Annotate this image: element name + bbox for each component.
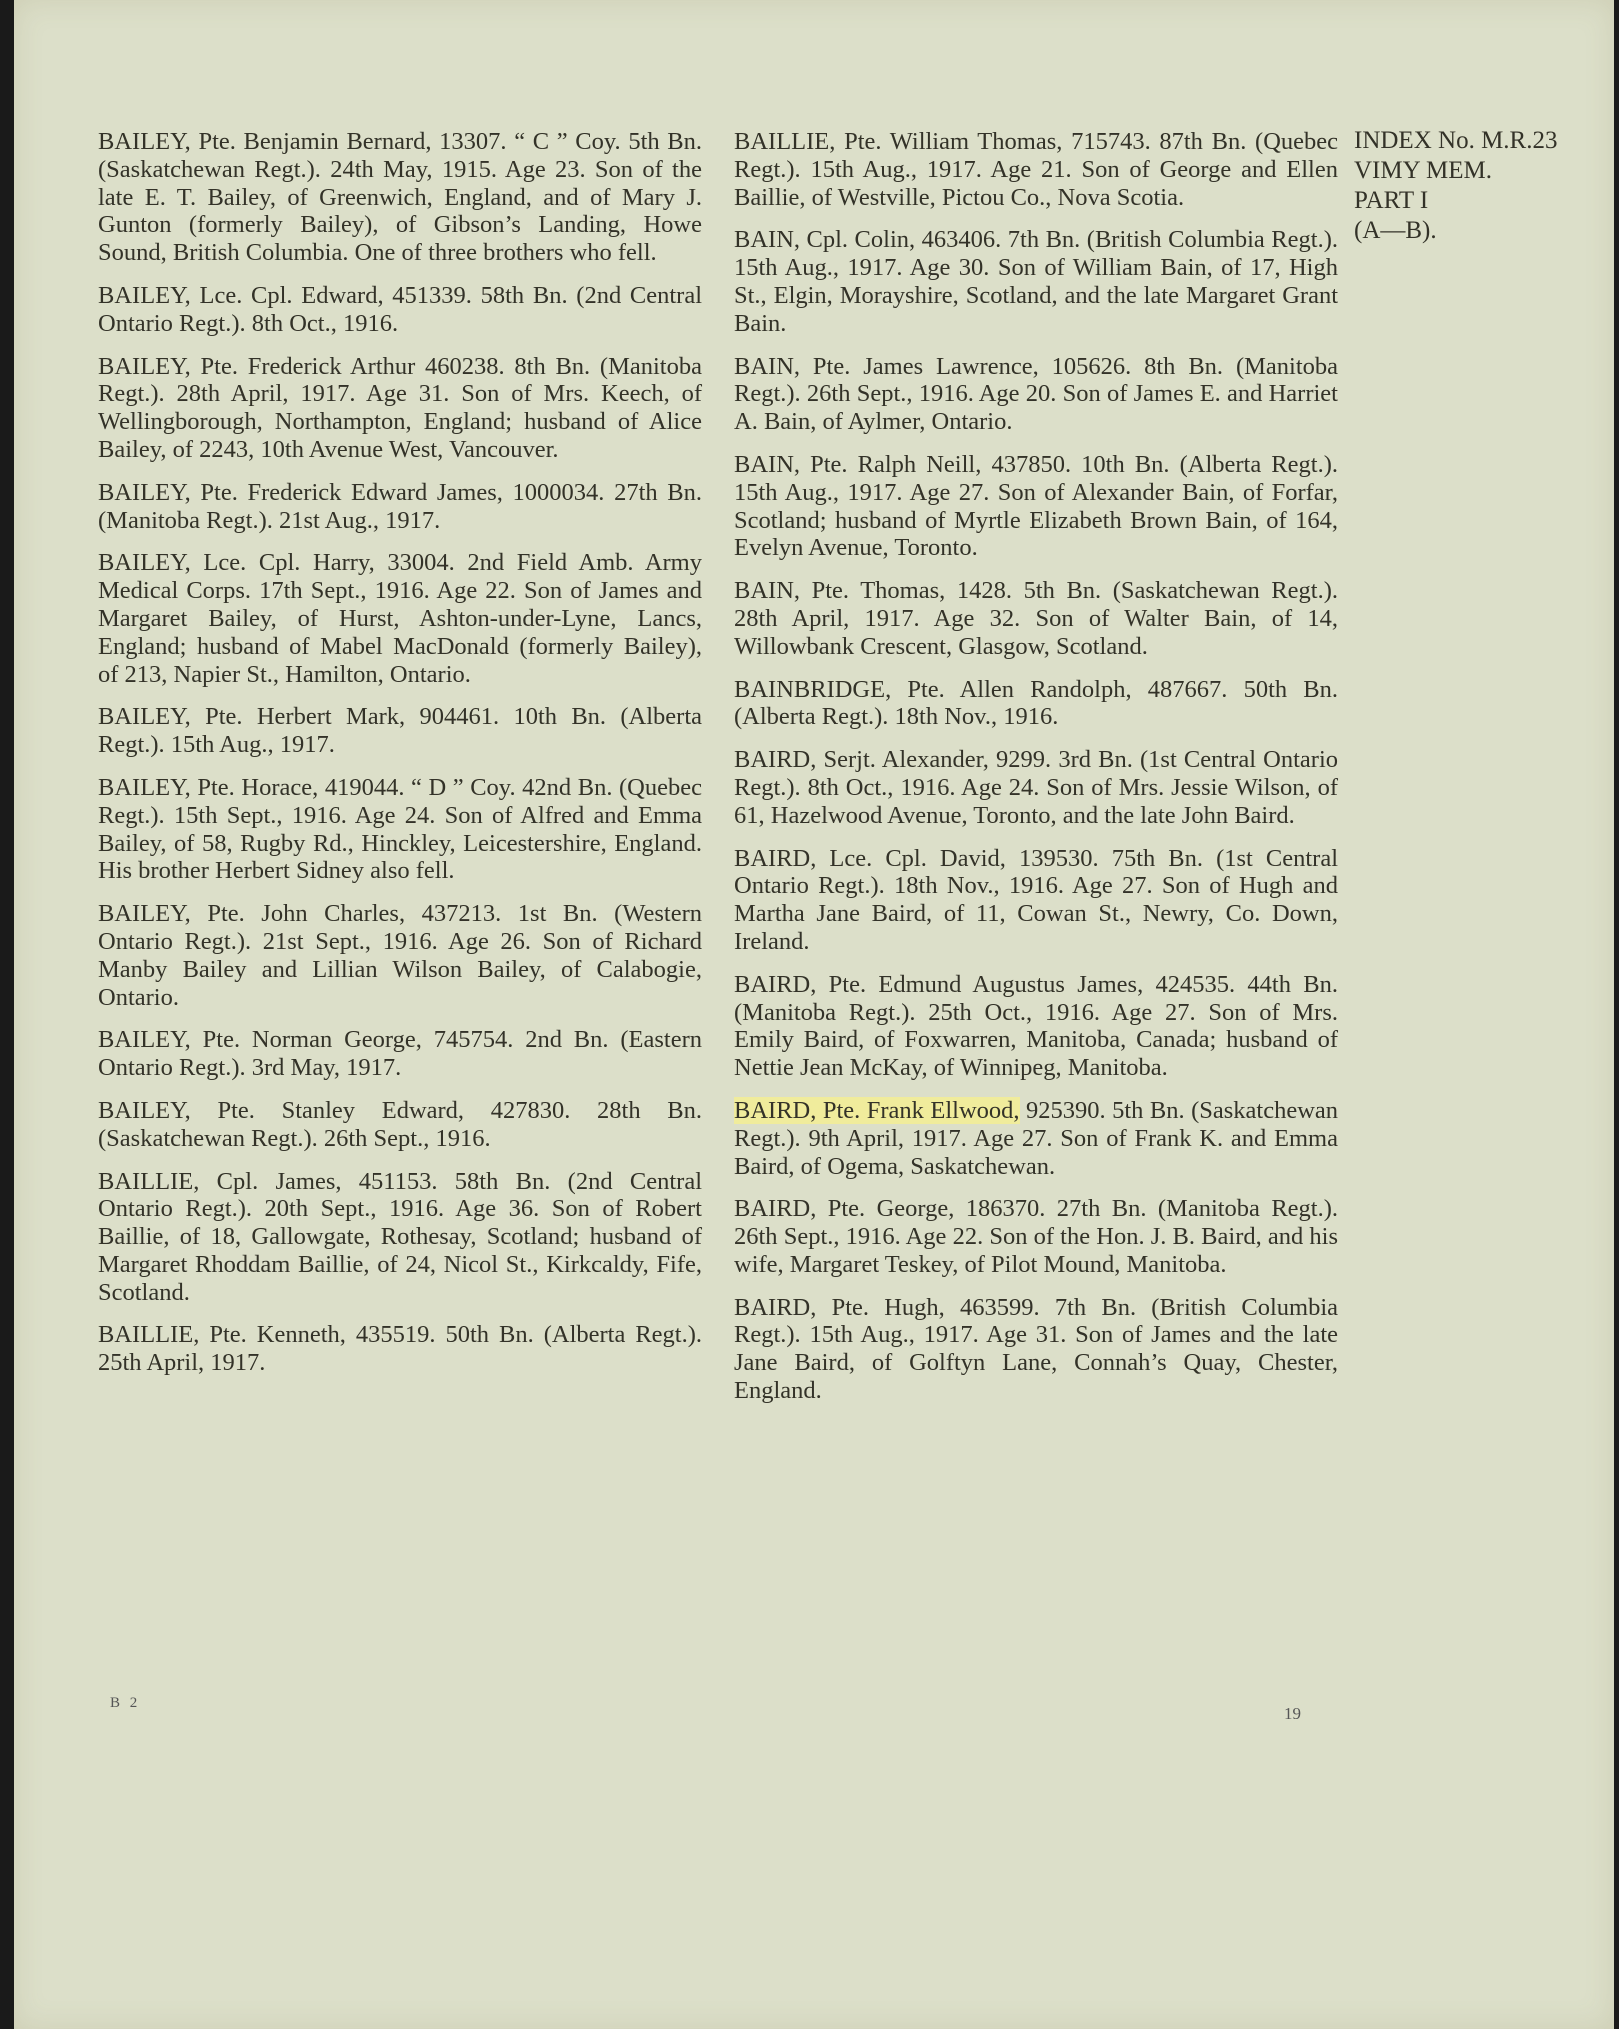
casualty-entry xyxy=(734,1195,1338,1278)
casualty-entry xyxy=(98,1168,702,1307)
casualty-name: BAILEY, Pte. Frederick Arthur xyxy=(98,352,416,380)
casualty-details: 451153. 58th Bn. (2nd Central Ontario Regt.). 20th Sept., 1916. Age 36. Son of Robert Baillie, of 18, Gallowgate, Rothesay, Scotland; husband of Margaret Rhoddam Baillie, of 24, Nicol St., Kirkcaldy, Fife, Scotland. xyxy=(98,1167,702,1306)
casualty-entry xyxy=(98,128,702,267)
casualty-details: 715743. 87th Bn. (Quebec Regt.). 15th Aug., 1917. Age 21. Son of George and Ellen Baillie, of Westville, Pictou Co., Nova Scotia. xyxy=(734,128,1339,211)
casualty-details: 463406. 7th Bn. (British Columbia Regt.). 15th Aug., 1917. Age 30. Son of William Bain, of 17, High St., Elgin, Morayshire, Scotland, and the late Margaret Grant Bain. xyxy=(734,226,1338,337)
casualty-name: BAILEY, Pte. Herbert Mark, xyxy=(98,703,406,731)
casualty-entry xyxy=(98,774,702,885)
casualty-details: 463599. 7th Bn. (British Columbia Regt.). 15th Aug., 1917. Age 31. Son of James and the late Jane Baird, of Golftyn Lane, Connah’s Quay, Chester, England. xyxy=(734,1293,1338,1405)
casualty-name: BAIRD, Pte. Frank Ellwood, xyxy=(734,1096,1020,1124)
page-number: 19 xyxy=(1284,1704,1301,1723)
index-reference xyxy=(1354,126,1614,246)
casualty-name: BAIRD, Serjt. Alexander, xyxy=(734,746,989,774)
right-column xyxy=(734,128,1338,1420)
casualty-details: 437850. 10th Bn. (Alberta Regt.). 15th Aug., 1917. Age 27. Son of Alexander Bain, of Forfar, Scotland; husband of Myrtle Elizabeth Brown Bain, of 164, Evelyn Avenue, Toronto. xyxy=(734,450,1338,562)
casualty-name: BAINBRIDGE, Pte. Allen Randolph, xyxy=(734,675,1132,703)
casualty-name: BAILLIE, Pte. William Thomas, xyxy=(734,128,1063,155)
casualty-entry xyxy=(734,746,1338,829)
casualty-entry xyxy=(98,282,702,338)
casualty-entry xyxy=(98,900,702,1011)
casualty-details: 904461. 10th Bn. (Alberta Regt.). 15th Aug., 1917. xyxy=(98,703,702,759)
casualty-details: 1000034. 27th Bn. (Manitoba Regt.). 21st Aug., 1917. xyxy=(98,478,702,534)
casualty-details: 451339. 58th Bn. (2nd Central Ontario Regt.). 8th Oct., 1916. xyxy=(98,281,703,337)
index-number: INDEX No. M.R.23 xyxy=(1354,127,1558,154)
casualty-details: 419044. “ D ” Coy. 42nd Bn. (Quebec Regt.). 15th Sept., 1916. Age 24. Son of Alfred and Emma Bailey, of 58, Rugby Rd., Hinckley, Leicestershire, England. His brother Herbert Sidney also fell. xyxy=(98,773,702,885)
memorial-name: VIMY MEM. xyxy=(1354,157,1492,184)
casualty-name: BAILEY, Lce. Cpl. Edward, xyxy=(98,281,384,309)
casualty-entry xyxy=(98,1026,702,1082)
casualty-entry xyxy=(734,128,1338,211)
casualty-details: 105626. 8th Bn. (Manitoba Regt.). 26th Sept., 1916. Age 20. Son of James E. and Harriet A. Bain, of Aylmer, Ontario. xyxy=(734,352,1338,436)
letter-range: (A—B). xyxy=(1354,217,1437,244)
casualty-entry xyxy=(98,353,702,464)
casualty-name: BAIRD, Pte. Edmund Augustus James, xyxy=(734,970,1144,998)
casualty-name: BAIRD, Lce. Cpl. David, xyxy=(734,844,1006,872)
casualty-details: 925390. 5th Bn. (Saskatchewan Regt.). 9th April, 1917. Age 27. Son of Frank K. and Emma Baird, of Ogema, Saskatchewan. xyxy=(734,1096,1339,1180)
casualty-entry xyxy=(98,1321,702,1377)
casualty-details: 139530. 75th Bn. (1st Central Ontario Regt.). 18th Nov., 1916. Age 27. Son of Hugh and Martha Jane Baird, of 11, Cowan St., Newry, Co. Down, Ireland. xyxy=(734,844,1339,955)
casualty-details: 435519. 50th Bn. (Alberta Regt.). 25th April, 1917. xyxy=(98,1321,702,1377)
casualty-entry xyxy=(98,479,702,535)
casualty-entry xyxy=(98,549,702,688)
part-label: PART I xyxy=(1354,187,1429,214)
casualty-details: 487667. 50th Bn. (Alberta Regt.). 18th Nov., 1916. xyxy=(734,675,1339,731)
casualty-name: BAILEY, Lce. Cpl. Harry, xyxy=(98,549,375,577)
casualty-details: 427830. 28th Bn. (Saskatchewan Regt.). 26th Sept., 1916. xyxy=(98,1096,703,1152)
casualty-name: BAILEY, Pte. Stanley Edward, xyxy=(98,1096,465,1124)
casualty-details: 13307. “ C ” Coy. 5th Bn. (Saskatchewan Regt.). 24th May, 1915. Age 23. Son of the late E. T. Bailey, of Greenwich, England, and of Mary J. Gunton (formerly Bailey), of Gibson’s Landing, Howe Sound, British Columbia. One of three brothers who fell. xyxy=(98,128,703,267)
casualty-details: 745754. 2nd Bn. (Eastern Ontario Regt.). 3rd May, 1917. xyxy=(98,1026,702,1082)
casualty-entry xyxy=(734,451,1338,562)
casualty-entry xyxy=(734,1294,1338,1405)
casualty-name: BAIN, Pte. Ralph Neill, xyxy=(734,450,982,478)
casualty-details: 33004. 2nd Field Amb. Army Medical Corps. 17th Sept., 1916. Age 22. Son of James and Margaret Bailey, of Hurst, Ashton-under-Lyne, Lancs, England; husband of Mabel MacDonald (formerly Bailey), of 213, Napier St., Hamilton, Ontario. xyxy=(98,549,702,688)
casualty-entry xyxy=(734,577,1338,660)
casualty-details: 460238. 8th Bn. (Manitoba Regt.). 28th April, 1917. Age 31. Son of Mrs. Keech, of Wellingborough, Northampton, England; husband of Alice Bailey, of 2243, 10th Avenue West, Vancouver. xyxy=(98,352,702,463)
casualty-name: BAILEY, Pte. Frederick Edward James, xyxy=(98,478,503,506)
casualty-name: BAIN, Cpl. Colin, xyxy=(734,226,916,254)
signature-mark: B 2 xyxy=(110,1695,141,1711)
casualty-details: 9299. 3rd Bn. (1st Central Ontario Regt.). 8th Oct., 1916. Age 24. Son of Mrs. Jessie Wilson, of 61, Hazelwood Avenue, Toronto, and the late John Baird. xyxy=(734,746,1339,829)
casualty-name: BAIRD, Pte. Hugh, xyxy=(734,1293,945,1321)
casualty-details: 1428. 5th Bn. (Saskatchewan Regt.). 28th April, 1917. Age 32. Son of Walter Bain, of 14, Willowbank Crescent, Glasgow, Scotland. xyxy=(734,577,1338,660)
casualty-name: BAIN, Pte. James Lawrence, xyxy=(734,352,1039,380)
casualty-details: 186370. 27th Bn. (Manitoba Regt.). 26th Sept., 1916. Age 22. Son of the Hon. J. B. Baird, and his wife, Margaret Teskey, of Pilot Mound, Manitoba. xyxy=(734,1195,1339,1278)
casualty-details: 437213. 1st Bn. (Western Ontario Regt.). 21st Sept., 1916. Age 26. Son of Richard Manby Bailey and Lillian Wilson Bailey, of Calabogie, Ontario. xyxy=(98,900,703,1011)
casualty-entry xyxy=(98,703,702,759)
casualty-name: BAILEY, Pte. Horace, xyxy=(98,773,319,801)
casualty-entry xyxy=(734,1097,1338,1180)
casualty-details: 424535. 44th Bn. (Manitoba Regt.). 25th Oct., 1916. Age 27. Son of Mrs. Emily Baird, of Foxwarren, Manitoba, Canada; husband of Nettie Jean McKay, of Winnipeg, Manitoba. xyxy=(734,970,1338,1082)
casualty-name: BAILEY, Pte. John Charles, xyxy=(98,900,406,928)
casualty-entry xyxy=(734,845,1338,956)
left-column xyxy=(98,128,702,1392)
casualty-entry xyxy=(98,1097,702,1153)
casualty-entry xyxy=(734,676,1338,732)
casualty-name: BAIN, Pte. Thomas, xyxy=(734,577,946,605)
casualty-name: BAILLIE, Pte. Kenneth, xyxy=(98,1321,346,1349)
casualty-entry xyxy=(734,226,1338,337)
casualty-name: BAILLIE, Cpl. James, xyxy=(98,1167,342,1195)
casualty-name: BAILEY, Pte. Norman George, xyxy=(98,1026,422,1054)
casualty-entry xyxy=(734,353,1338,436)
casualty-entry xyxy=(734,971,1338,1082)
casualty-name: BAILEY, Pte. Benjamin Bernard, xyxy=(98,128,432,155)
casualty-name: BAIRD, Pte. George, xyxy=(734,1195,955,1223)
